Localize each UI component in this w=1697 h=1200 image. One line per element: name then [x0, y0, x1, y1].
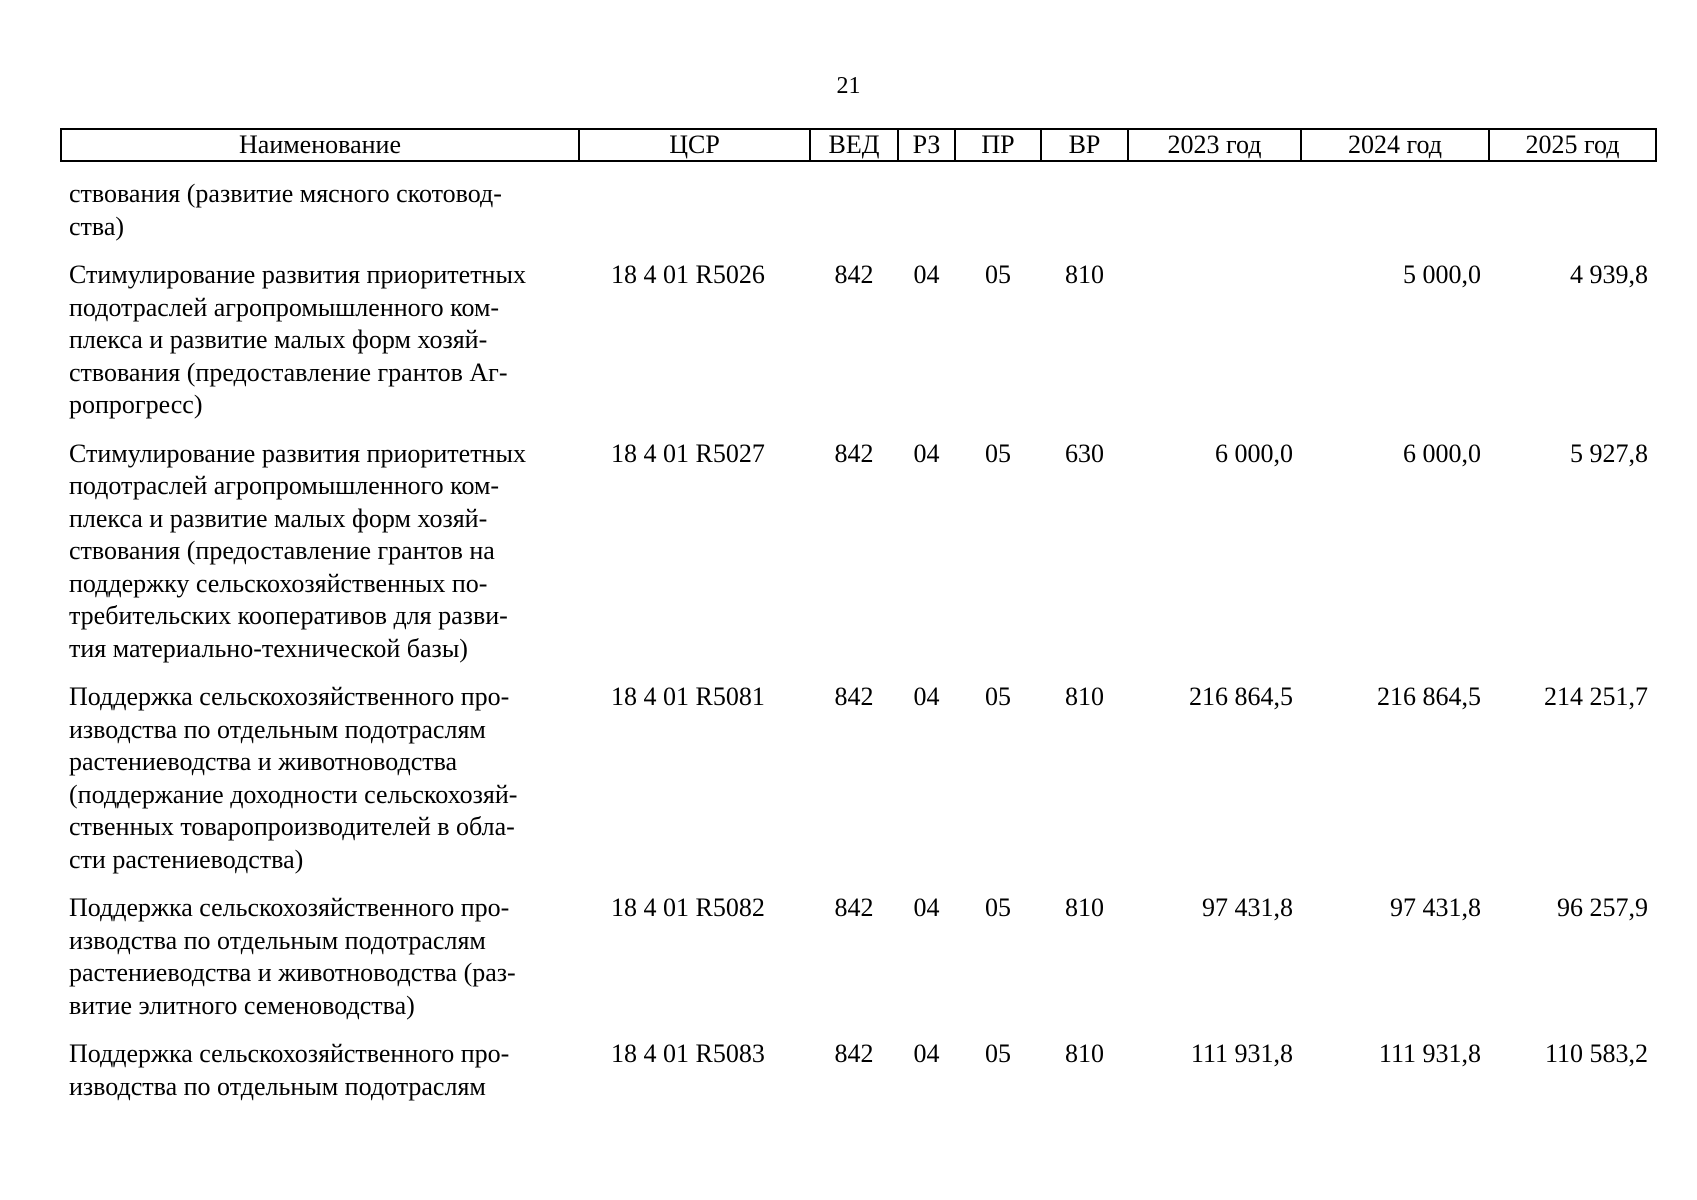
table-row [61, 438, 1656, 666]
table-row [61, 681, 1656, 876]
header-name: Наименование [61, 129, 579, 161]
row-ved: 842 [834, 260, 874, 289]
row-csr: 18 4 01 R5083 [611, 1039, 765, 1068]
row-pr: 05 [985, 1039, 1011, 1068]
header-csr: ЦСР [579, 129, 810, 161]
table-header-row [61, 129, 1656, 161]
row-2024: 97 431,8 [1390, 893, 1481, 922]
page-number: 21 [836, 73, 861, 99]
row-2024: 111 931,8 [1378, 1039, 1481, 1068]
row-csr [579, 178, 810, 243]
header-rz: РЗ [898, 129, 955, 161]
row-rz: 04 [913, 893, 940, 922]
row-vr: 810 [1065, 893, 1104, 922]
budget-table [60, 128, 1657, 1103]
row-rz: 04 [913, 438, 940, 468]
row-2024: 5 000,0 [1403, 260, 1481, 289]
row-2023: 6 000,0 [1215, 438, 1293, 468]
row-ved: 842 [834, 1039, 874, 1068]
row-2025: 110 583,2 [1544, 1039, 1648, 1068]
header-pr: ПР [955, 129, 1041, 161]
row-2024: 216 864,5 [1377, 682, 1481, 711]
header-ved: ВЕД [810, 129, 898, 161]
row-ved: 842 [834, 438, 874, 468]
row-vr: 630 [1065, 438, 1104, 468]
row-vr: 810 [1065, 682, 1104, 711]
table-row [61, 1038, 1656, 1103]
row-pr: 05 [985, 682, 1011, 711]
table-row [61, 178, 1656, 243]
row-spacer [61, 243, 1656, 259]
row-2025: 214 251,7 [1544, 682, 1648, 711]
row-spacer [61, 665, 1656, 681]
row-ved: 842 [834, 893, 874, 922]
row-rz [898, 178, 955, 243]
row-2025: 5 927,8 [1570, 438, 1648, 468]
row-2024: 6 000,0 [1403, 438, 1481, 468]
table-row [61, 892, 1656, 1022]
row-2023: 111 931,8 [1190, 1039, 1293, 1068]
row-2025: 96 257,9 [1557, 893, 1648, 922]
row-2023 [1128, 259, 1301, 422]
row-name: ствования (развитие мясного скотовод- ства) [69, 179, 502, 241]
table-row [61, 259, 1656, 422]
header-vr: ВР [1041, 129, 1128, 161]
row-name: Поддержка сельскохозяйственного про- изводства по отдельным подотраслям растениеводства и животноводства (раз- витие элитного семеноводства) [69, 893, 516, 1020]
row-pr: 05 [985, 893, 1011, 922]
row-vr: 810 [1065, 1039, 1104, 1068]
row-spacer [61, 1022, 1656, 1038]
row-spacer [61, 876, 1656, 892]
row-2024 [1301, 178, 1489, 243]
row-2023: 97 431,8 [1202, 893, 1293, 922]
row-pr [955, 178, 1041, 243]
row-name: Стимулирование развития приоритетных подотраслей агропромышленного ком- плекса и развитие малых форм хозяй- ствования (предоставление грантов на поддержку сельскохозяйственных по- требительских кооперативов для разви- тия материально-технической базы) [69, 438, 526, 663]
row-name: Стимулирование развития приоритетных подотраслей агропромышленного ком- плекса и развитие малых форм хозяй- ствования (предоставление грантов Аг- ропрогресс) [69, 260, 526, 419]
row-2023: 216 864,5 [1189, 682, 1293, 711]
row-rz: 04 [913, 1039, 940, 1068]
row-2023 [1128, 178, 1301, 243]
row-rz: 04 [913, 682, 940, 711]
row-2025: 4 939,8 [1570, 260, 1648, 289]
row-csr: 18 4 01 R5081 [611, 682, 765, 711]
row-rz: 04 [913, 260, 940, 289]
row-csr: 18 4 01 R5026 [611, 260, 765, 289]
row-name: Поддержка сельскохозяйственного про- изводства по отдельным подотраслям [69, 1039, 510, 1101]
header-2024: 2024 год [1301, 129, 1489, 161]
row-ved [810, 178, 898, 243]
row-csr: 18 4 01 R5027 [611, 438, 765, 468]
row-vr: 810 [1065, 260, 1104, 289]
row-2025 [1489, 178, 1656, 243]
row-spacer [61, 161, 1656, 178]
row-csr: 18 4 01 R5082 [611, 893, 765, 922]
header-2023: 2023 год [1128, 129, 1301, 161]
row-vr [1041, 178, 1128, 243]
row-pr: 05 [985, 438, 1011, 468]
row-ved: 842 [834, 682, 874, 711]
header-2025: 2025 год [1489, 129, 1656, 161]
row-spacer [61, 422, 1656, 438]
row-pr: 05 [985, 260, 1011, 289]
row-name: Поддержка сельскохозяйственного про- изводства по отдельным подотраслям растениеводства и животноводства (поддержание доходности сельскохозяй- ственных товаропроизводителей в обла- сти растениеводства) [69, 682, 518, 874]
